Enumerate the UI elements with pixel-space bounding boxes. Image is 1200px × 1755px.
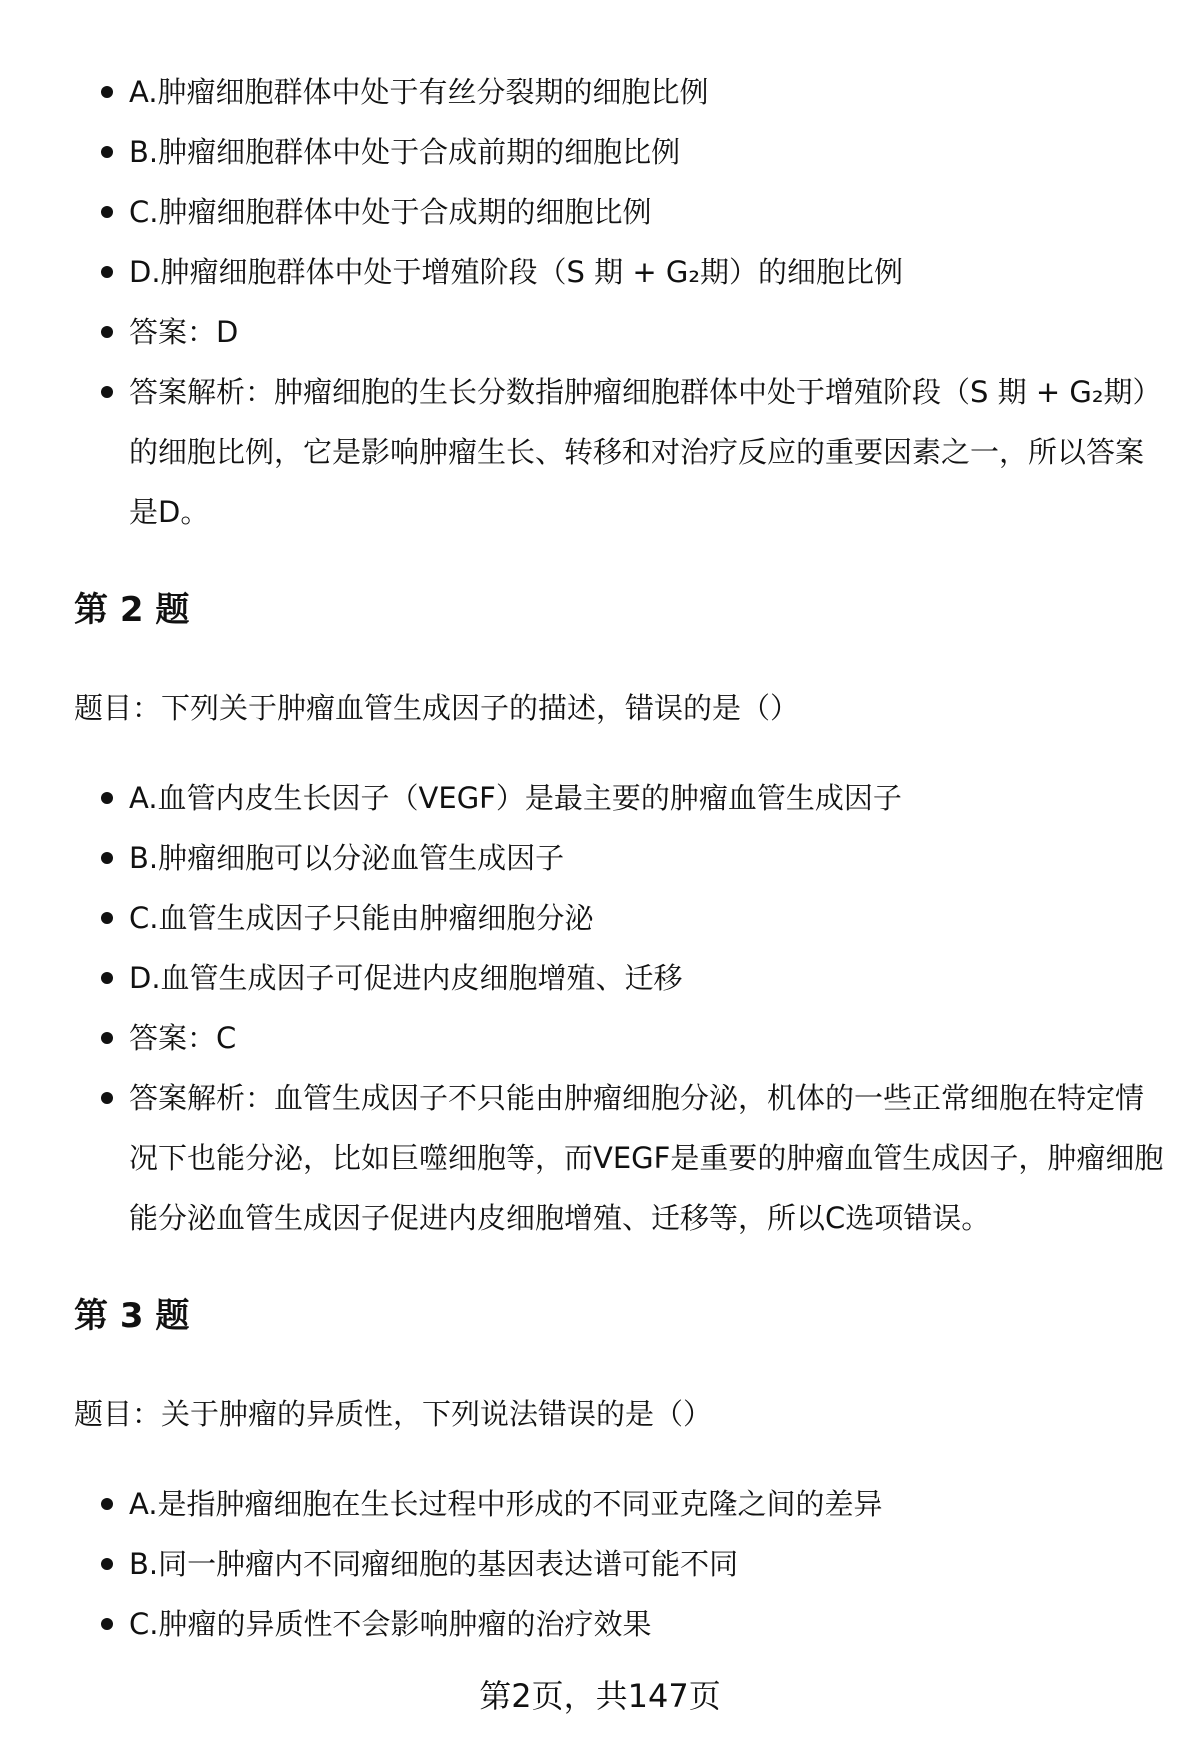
- q2-explanation: 答案解析：血管生成因子不只能由肿瘤细胞分泌，机体的一些正常细胞在特定情况下也能分泌，比如巨噬细胞等，而VEGF是重要的肿瘤血管生成因子，肿瘤细胞能分泌血管生成因子促进内皮细胞增殖、迁移等，所以C选项错误。: [74, 1068, 1164, 1248]
- document-page: [74, 62, 1164, 1654]
- q2-answer: 答案：C: [74, 1008, 1164, 1068]
- q3-option-list: [74, 1474, 1164, 1654]
- q1-option-a: A.肿瘤细胞群体中处于有丝分裂期的细胞比例: [74, 62, 1164, 122]
- q1-option-b: B.肿瘤细胞群体中处于合成前期的细胞比例: [74, 122, 1164, 182]
- q1-option-c: C.肿瘤细胞群体中处于合成期的细胞比例: [74, 182, 1164, 242]
- q2-option-c: C.血管生成因子只能由肿瘤细胞分泌: [74, 888, 1164, 948]
- q1-explanation: 答案解析：肿瘤细胞的生长分数指肿瘤细胞群体中处于增殖阶段（S 期 + G₂期）的细胞比例，它是影响肿瘤生长、转移和对治疗反应的重要因素之一，所以答案是D。: [74, 362, 1164, 542]
- page-number-footer: 第2页，共147页: [479, 1677, 721, 1715]
- q2-option-b: B.肿瘤细胞可以分泌血管生成因子: [74, 828, 1164, 888]
- q3-option-c: C.肿瘤的异质性不会影响肿瘤的治疗效果: [74, 1594, 1164, 1654]
- q1-answer: 答案：D: [74, 302, 1164, 362]
- q3-option-b: B.同一肿瘤内不同瘤细胞的基因表达谱可能不同: [74, 1534, 1164, 1594]
- q1-option-d: D.肿瘤细胞群体中处于增殖阶段（S 期 + G₂期）的细胞比例: [74, 242, 1164, 302]
- q1-option-list: [74, 62, 1164, 542]
- q2-option-list: [74, 768, 1164, 1248]
- q2-stem: 题目：下列关于肿瘤血管生成因子的描述，错误的是（）: [74, 691, 800, 725]
- q3-option-a: A.是指肿瘤细胞在生长过程中形成的不同亚克隆之间的差异: [74, 1474, 1164, 1534]
- q2-option-d: D.血管生成因子可促进内皮细胞增殖、迁移: [74, 948, 1164, 1008]
- q3-stem: 题目：关于肿瘤的异质性，下列说法错误的是（）: [74, 1397, 713, 1431]
- q2-option-a: A.血管内皮生长因子（VEGF）是最主要的肿瘤血管生成因子: [74, 768, 1164, 828]
- q2-heading: 第 2 题: [74, 590, 190, 630]
- q3-heading: 第 3 题: [74, 1296, 190, 1336]
